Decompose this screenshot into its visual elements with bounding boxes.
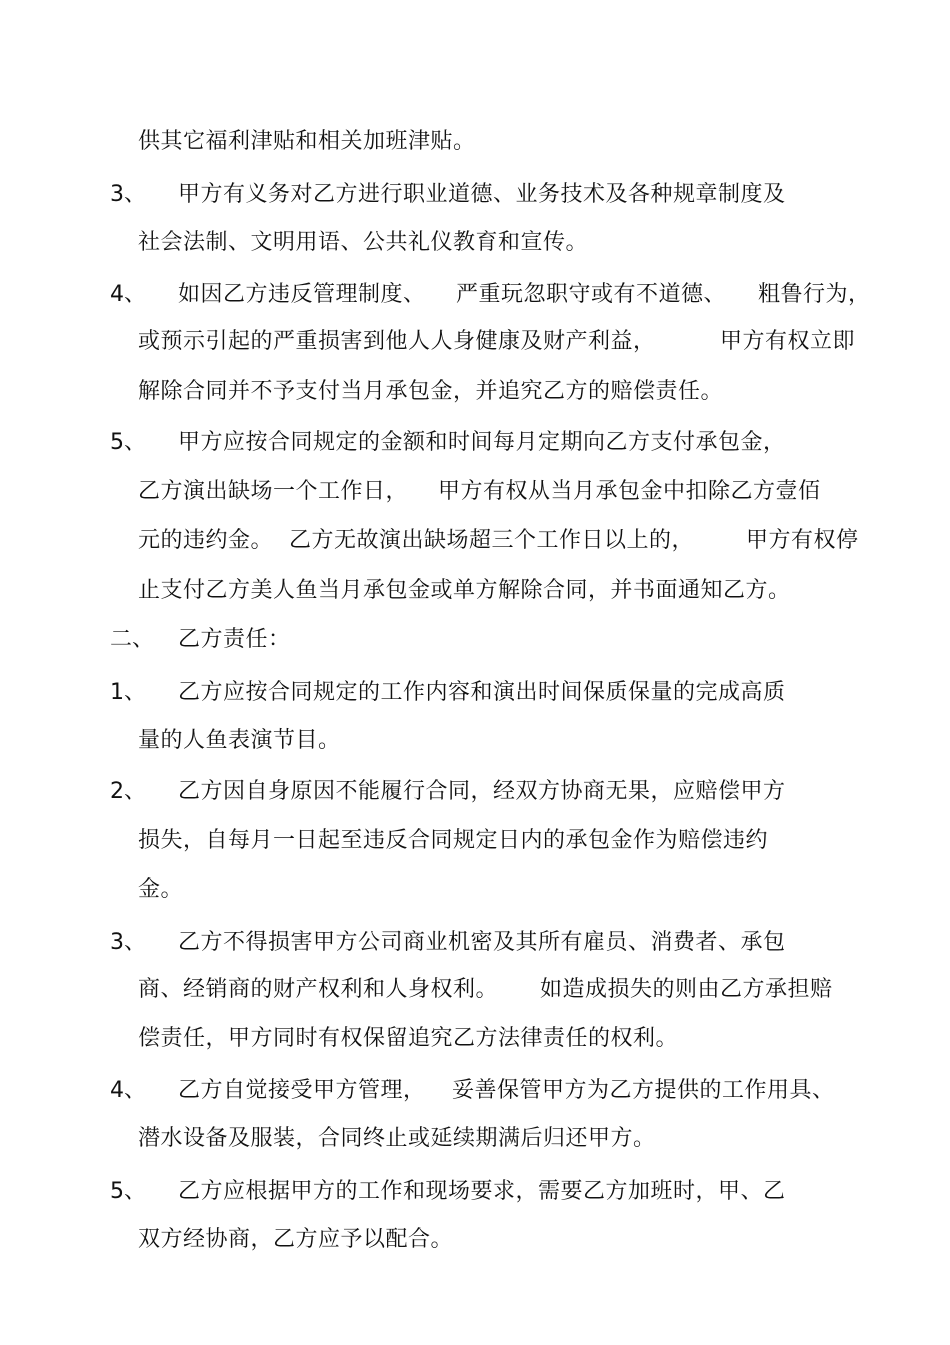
paragraph-line: 甲方有义务对乙方进行职业道德、业务技术及各种规章制度及 [178, 182, 786, 207]
item-number: 4、 [110, 1078, 146, 1103]
paragraph-line: 元的违约金。 [138, 528, 274, 553]
item-number: 5、 [110, 430, 146, 455]
item-number: 3、 [110, 930, 146, 955]
paragraph-line: 金。 [138, 877, 184, 902]
item-number: 5、 [110, 1179, 146, 1204]
paragraph-line [178, 280, 426, 310]
item-number: 2、 [110, 779, 146, 804]
paragraph-line: 甲方有权从当月承包金中扣除乙方壹佰 [438, 479, 821, 504]
paragraph-line: 甲方有权立即 [720, 329, 856, 354]
paragraph-line: 乙方应根据甲方的工作和现场要求，需要乙方加班时，甲、乙 [178, 1179, 786, 1204]
section-number: 二、 [110, 627, 155, 652]
paragraph-line: 甲方应按合同规定的金额和时间每月定期向乙方支付承包金， [178, 430, 786, 455]
paragraph-line: 商、经销商的财产权利和人身权利。 [138, 977, 499, 1002]
item-number: 4、 [110, 282, 146, 307]
text-segment: 粗鲁行为， [758, 282, 871, 307]
paragraph-line: 偿责任，甲方同时有权保留追究乙方法律责任的权利。 [138, 1026, 679, 1051]
item-number: 1、 [110, 680, 146, 705]
paragraph-line: 或预示引起的严重损害到他人人身健康及财产利益， [138, 329, 656, 354]
paragraph-line: 乙方不得损害甲方公司商业机密及其所有雇员、消费者、承包 [178, 930, 786, 955]
paragraph-line: 社会法制、文明用语、公共礼仪教育和宣传。 [138, 230, 589, 255]
paragraph-line: 止支付乙方美人鱼当月承包金或单方解除合同，并书面通知乙方。 [138, 578, 791, 603]
paragraph-line: 甲方有权停 [746, 528, 859, 553]
section-title: 乙方责任： [178, 627, 291, 652]
paragraph-line: 乙方演出缺场一个工作日， [138, 479, 409, 504]
text-segment: 严重玩忽职守或有不道德、 [456, 282, 727, 307]
paragraph-line: 乙方因自身原因不能履行合同，经双方协商无果，应赔偿甲方 [178, 779, 786, 804]
paragraph-line: 损失，自每月一日起至违反合同规定日内的承包金作为赔偿违约 [138, 828, 769, 853]
paragraph-line: 妥善保管甲方为乙方提供的工作用具、 [452, 1078, 835, 1103]
paragraph-line: 潜水设备及服装，合同终止或延续期满后归还甲方。 [138, 1126, 656, 1151]
paragraph-line: 如造成损失的则由乙方承担赔 [540, 977, 833, 1002]
paragraph-line: 乙方无故演出缺场超三个工作日以上的， [289, 528, 695, 553]
paragraph-line [758, 280, 871, 310]
paragraph-line: 双方经协商，乙方应予以配合。 [138, 1227, 454, 1252]
paragraph-line: 量的人鱼表演节目。 [138, 728, 341, 753]
item-number: 3、 [110, 182, 146, 207]
paragraph-line: 解除合同并不予支付当月承包金，并追究乙方的赔偿责任。 [138, 379, 724, 404]
text-segment: 如因乙方违反管理制度、 [178, 282, 426, 307]
paragraph-line: 乙方应按合同规定的工作内容和演出时间保质保量的完成高质 [178, 680, 786, 705]
paragraph-line [456, 280, 726, 310]
paragraph-line: 供其它福利津贴和相关加班津贴。 [138, 129, 476, 154]
paragraph-line: 乙方自觉接受甲方管理， [178, 1078, 426, 1103]
